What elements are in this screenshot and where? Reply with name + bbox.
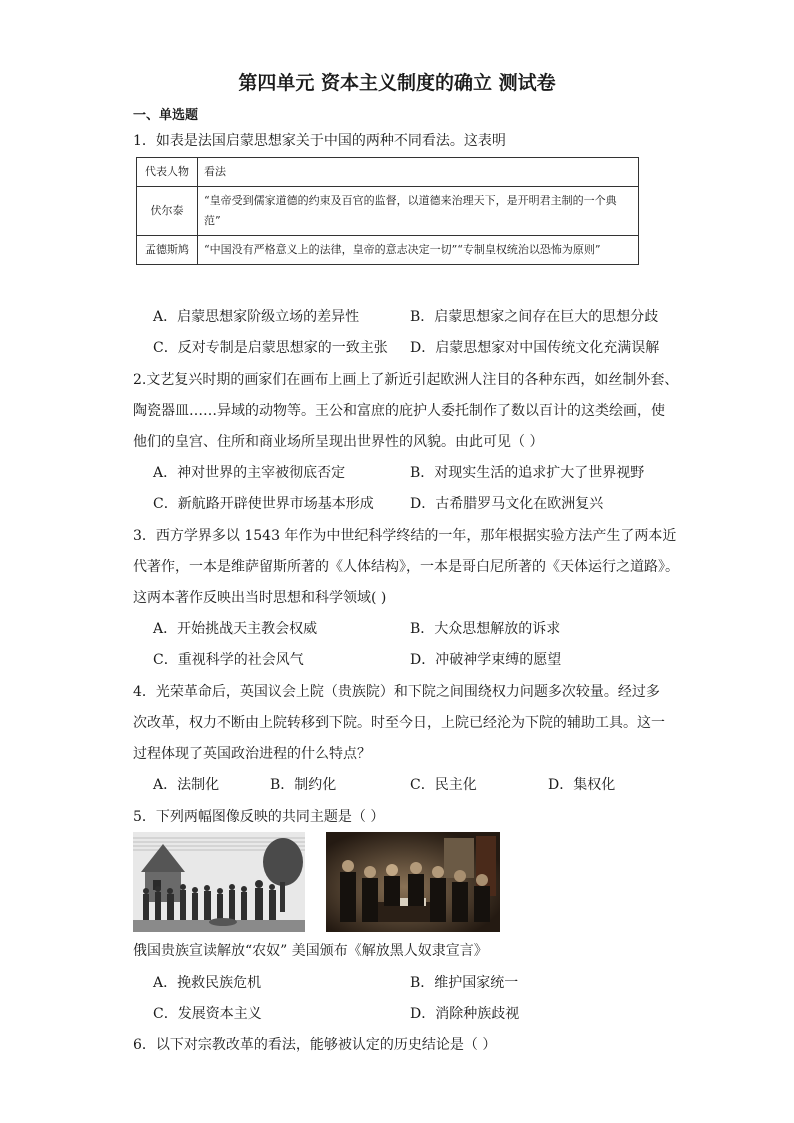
- q6-stem: 6．以下对宗教改革的看法，能够被认定的历史结论是（ ）: [133, 1037, 497, 1053]
- q5-image-caption: 俄国贵族宣读解放“农奴” 美国颁布《解放黑人奴隶宣言》: [133, 943, 488, 959]
- q2-line-2: 陶瓷器皿……异域的动物等。王公和富庶的庇护人委托制作了数以百计的这类绘画，使: [133, 403, 665, 419]
- table-header-cell: 代表人物: [137, 158, 198, 187]
- q2-option-d: D．古希腊罗马文化在欧洲复兴: [410, 496, 604, 512]
- section-heading: 一、单选题: [133, 108, 199, 123]
- table-cell-view: “皇帝受到儒家道德的约束及百官的监督，以道德来治理天下，是开明君主制的一个典范”: [198, 187, 639, 236]
- q2-option-b: B．对现实生活的追求扩大了世界视野: [410, 465, 645, 481]
- q1-table: [136, 157, 639, 265]
- q4-line-3: 过程体现了英国政治进程的什么特点？: [133, 746, 371, 762]
- q4-option-c: C．民主化: [410, 777, 477, 793]
- q1-option-b: B．启蒙思想家之间存在巨大的思想分歧: [410, 309, 659, 325]
- table-row: [137, 158, 639, 187]
- q3-line-3: 这两本著作反映出当时思想和科学领域( ): [133, 590, 387, 606]
- q5-option-a: A．挽救民族危机: [153, 975, 262, 991]
- table-cell-name: 孟德斯鸠: [137, 236, 198, 265]
- q3-option-d: D．冲破神学束缚的愿望: [410, 652, 562, 668]
- q5-stem: 5．下列两幅图像反映的共同主题是（ ）: [133, 809, 385, 825]
- q4-option-d: D．集权化: [548, 777, 616, 793]
- q2-option-a: A．神对世界的主宰被彻底否定: [153, 465, 346, 481]
- q3-option-b: B．大众思想解放的诉求: [410, 621, 561, 637]
- q1-stem: 1．如表是法国启蒙思想家关于中国的两种不同看法。这表明: [133, 133, 506, 149]
- q5-option-d: D．消除种族歧视: [410, 1006, 520, 1022]
- q3-option-c: C．重视科学的社会风气: [153, 652, 304, 668]
- q3-line-2: 代著作，一本是维萨留斯所著的《人体结构》，一本是哥白尼所著的《天体运行之道路》。: [133, 559, 679, 575]
- q5-option-c: C．发展资本主义: [153, 1006, 262, 1022]
- q3-option-a: A．开始挑战天主教会权威: [153, 621, 318, 637]
- page-title: 第四单元 资本主义制度的确立 测试卷: [238, 72, 556, 94]
- table-cell-name: 伏尔泰: [137, 187, 198, 236]
- q2-line-3: 他们的皇宫、住所和商业场所呈现出世界性的风貌。由此可见（ ）: [133, 434, 544, 450]
- q1-option-a: A．启蒙思想家阶级立场的差异性: [153, 309, 360, 325]
- serf-emancipation-image: [133, 832, 305, 932]
- table-row: [137, 236, 639, 265]
- emancipation-proclamation-image: [326, 832, 500, 932]
- q4-option-b: B．制约化: [270, 777, 337, 793]
- q1-option-d: D．启蒙思想家对中国传统文化充满误解: [410, 340, 660, 356]
- q2-option-c: C．新航路开辟使世界市场基本形成: [153, 496, 374, 512]
- table-cell-view: “中国没有严格意义上的法律，皇帝的意志决定一切”“专制皇权统治以恐怖为原则”: [198, 236, 639, 265]
- table-row: [137, 187, 639, 236]
- q2-line-1: 2.文艺复兴时期的画家们在画布上画上了新近引起欧洲人注目的各种东西，如丝制外套、: [133, 372, 679, 388]
- q5-option-b: B．维护国家统一: [410, 975, 519, 991]
- q3-line-1: 3．西方学界多以 1543 年作为中世纪科学终结的一年，那年根据实验方法产生了两本近: [133, 528, 677, 544]
- q4-line-1: 4．光荣革命后，英国议会上院（贵族院）和下院之间围绕权力问题多次较量。经过多: [133, 684, 660, 700]
- q4-option-a: A．法制化: [153, 777, 220, 793]
- q4-line-2: 次改革，权力不断由上院转移到下院。时至今日，上院已经沦为下院的辅助工具。这一: [133, 715, 665, 731]
- q1-option-c: C．反对专制是启蒙思想家的一致主张: [153, 340, 388, 356]
- table-header-cell: 看法: [198, 158, 639, 187]
